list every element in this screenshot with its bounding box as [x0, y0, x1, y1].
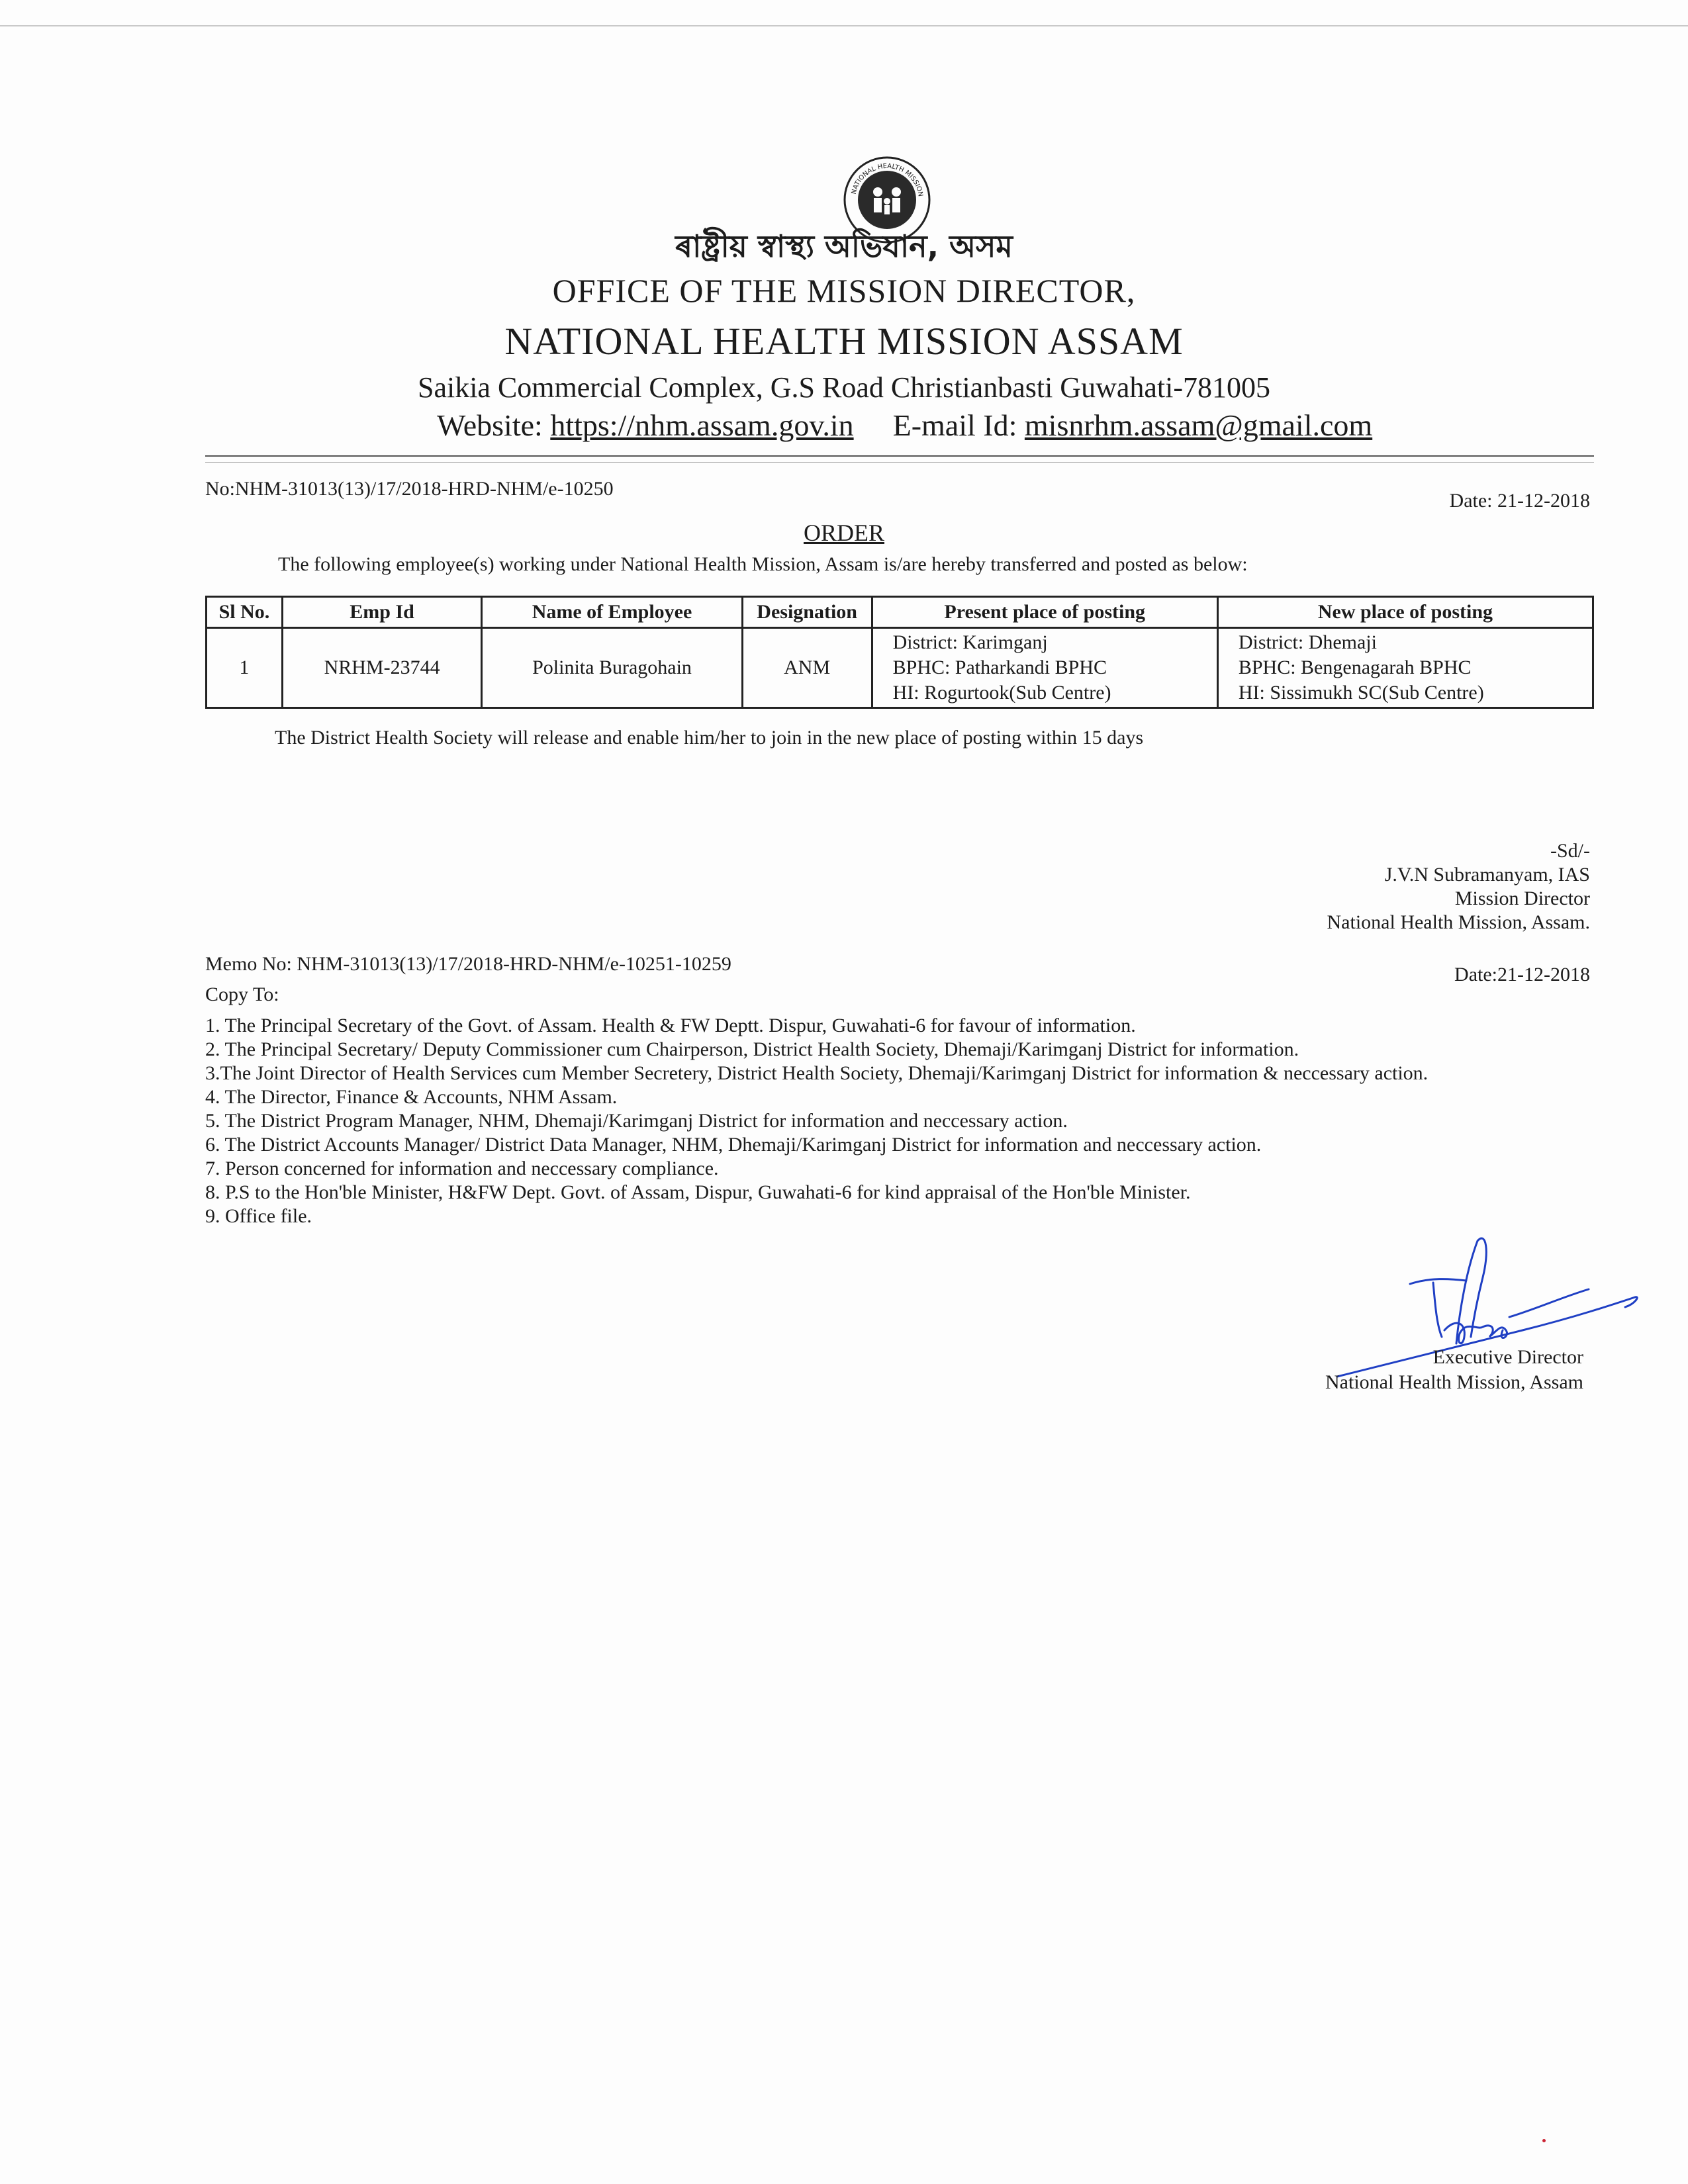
present-hi: HI: Rogurtook(Sub Centre) — [892, 682, 1111, 704]
copy-to-list — [205, 1014, 1602, 1228]
cell-name: Polinita Buragohain — [482, 628, 742, 708]
header-divider — [205, 455, 1594, 457]
scan-speck — [1542, 2139, 1546, 2142]
cell-sl-no: 1 — [207, 628, 283, 708]
mission-director-signature-block — [1327, 839, 1590, 934]
signatory-name: J.V.N Subramanyam, IAS — [1384, 864, 1590, 886]
col-present-posting: Present place of posting — [872, 597, 1217, 628]
copy-to-label: Copy To: — [205, 983, 279, 1005]
cell-new-posting — [1217, 628, 1593, 708]
memo-number: Memo No: NHM-31013(13)/17/2018-HRD-NHM/e-10251-10259 — [205, 953, 731, 975]
list-item: 9. Office file. — [205, 1205, 312, 1227]
mission-heading: NATIONAL HEALTH MISSION ASSAM — [504, 320, 1184, 363]
signatory-title: Executive Director — [1432, 1346, 1583, 1368]
col-new-posting: New place of posting — [1217, 597, 1593, 628]
website-label: Website: — [437, 408, 543, 442]
present-district: District: Karimganj — [892, 631, 1048, 653]
list-item: 1. The Principal Secretary of the Govt. of Assam. Health & FW Deptt. Dispur, Guwahati-6 for favour of information. — [205, 1015, 1136, 1036]
col-designation: Designation — [742, 597, 872, 628]
cell-emp-id: NRHM-23744 — [282, 628, 482, 708]
header-divider-thin — [205, 462, 1594, 463]
list-item: 8. P.S to the Hon'ble Minister, H&FW Dept. Govt. of Assam, Dispur, Guwahati-6 for kind appraisal of the Hon'ble Minister. — [205, 1181, 1191, 1203]
cell-present-posting — [872, 628, 1217, 708]
list-item: 7. Person concerned for information and neccessary compliance. — [205, 1158, 719, 1179]
new-district: District: Dhemaji — [1238, 631, 1377, 653]
release-note: The District Health Society will release and enable him/her to join in the new place of posting within 15 days — [275, 727, 1144, 749]
office-heading: OFFICE OF THE MISSION DIRECTOR, — [552, 272, 1136, 309]
order-intro: The following employee(s) working under National Health Mission, Assam is/are hereby transferred and posted as below: — [278, 553, 1248, 575]
new-bphc: BPHC: Bengenagarah BPHC — [1238, 657, 1472, 678]
scan-top-edge — [0, 25, 1688, 26]
signatory-org: National Health Mission, Assam — [1325, 1371, 1583, 1393]
order-reference: No:NHM-31013(13)/17/2018-HRD-NHM/e-10250 — [205, 478, 614, 500]
col-emp-id: Emp Id — [282, 597, 482, 628]
transfer-table — [205, 596, 1594, 709]
table-row — [207, 628, 1593, 708]
list-item: 6. The District Accounts Manager/ District Data Manager, NHM, Dhemaji/Karimganj District for information and neccessary action. — [205, 1134, 1262, 1156]
svg-text:NATIONAL HEALTH MISSION: NATIONAL HEALTH MISSION — [850, 162, 924, 197]
order-date: Date: 21-12-2018 — [1449, 490, 1590, 512]
sd-mark: -Sd/- — [1550, 840, 1590, 862]
table-header-row — [207, 597, 1593, 628]
cell-designation: ANM — [742, 628, 872, 708]
email-label: E-mail Id: — [892, 408, 1017, 442]
list-item: 4. The Director, Finance & Accounts, NHM Assam. — [205, 1086, 618, 1108]
order-title: ORDER — [803, 520, 884, 546]
signatory-org: National Health Mission, Assam. — [1327, 911, 1590, 933]
signatory-title: Mission Director — [1454, 887, 1590, 909]
present-bphc: BPHC: Patharkandi BPHC — [892, 657, 1107, 678]
address-line: Saikia Commercial Complex, G.S Road Christianbasti Guwahati-781005 — [417, 371, 1271, 404]
memo-date: Date:21-12-2018 — [1454, 964, 1590, 985]
website-link[interactable]: https://nhm.assam.gov.in — [550, 408, 854, 442]
new-hi: HI: Sissimukh SC(Sub Centre) — [1238, 682, 1484, 704]
list-item: 5. The District Program Manager, NHM, Dhemaji/Karimganj District for information and neccessary action. — [205, 1110, 1068, 1132]
email-link[interactable]: misnrhm.assam@gmail.com — [1024, 408, 1373, 442]
col-sl-no: Sl No. — [207, 597, 283, 628]
contact-line — [437, 408, 1372, 443]
col-name: Name of Employee — [482, 597, 742, 628]
executive-director-signature-block — [1325, 1345, 1583, 1395]
list-item: 2. The Principal Secretary/ Deputy Commissioner cum Chairperson, District Health Society, Dhemaji/Karimganj District for information. — [205, 1038, 1299, 1060]
list-item: 3.The Joint Director of Health Services cum Member Secretery, District Health Society, Dhemaji/Karimganj District for information & neccessary action. — [205, 1062, 1429, 1084]
bengali-title: ৰাষ্ট্ৰীয় স্বাস্থ্য অভিযান, অসম — [675, 228, 1013, 264]
